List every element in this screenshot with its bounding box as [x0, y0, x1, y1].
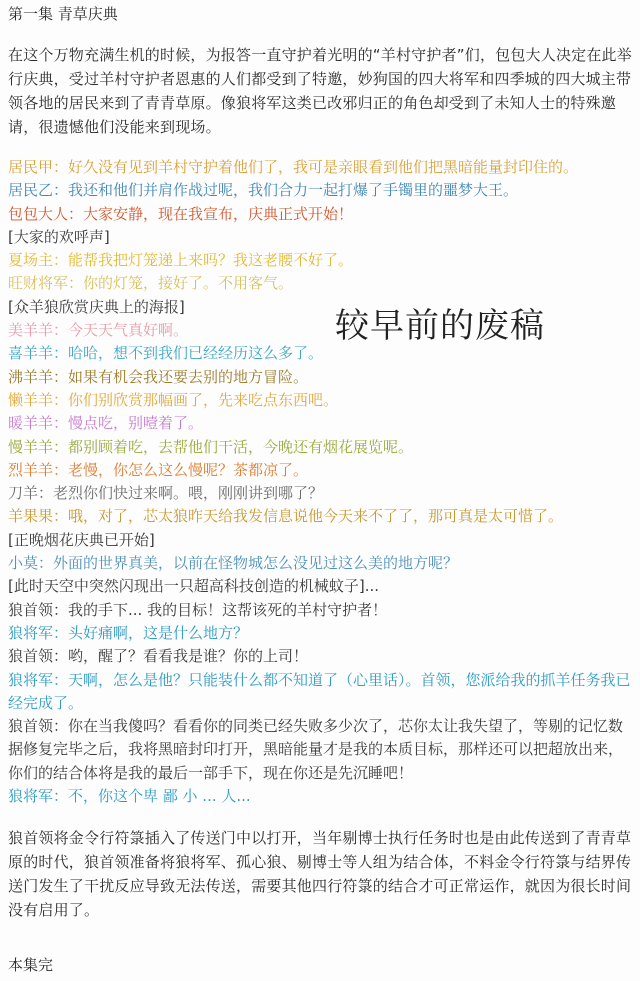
dialogue-line: [大家的欢呼声]	[8, 227, 110, 246]
dialogue-line: 狼将军：不，你这个卑 鄙 小 ... 人...	[8, 787, 251, 806]
dialogue-line: 喜羊羊：哈哈，想不到我们已经经历这么多了。	[8, 344, 324, 363]
dialogue-line: 狼首领：你在当我傻吗？看看你的同类已经失败多少次了，芯你太让我失望了，等剔的记忆数据修复完毕之后，我将黑暗封印打开，黑暗能量才是我的本质目标，那样还可以把超放出来，你们的结合体将是我的最后一部手下，现在你还是先沉睡吧！	[8, 717, 624, 782]
dialogue-line: 狼首领：我的手下... 我的目标！这帮该死的羊村守护者！	[8, 600, 388, 619]
episode-title: 第一集 青草庆典	[8, 5, 118, 23]
intro-paragraph: 在这个万物充满生机的时候，为报答一直守护着光明的“羊村守护者”们，包包大人决定在此举行庆典，受过羊村守护者恩惠的人们都受到了特邀，妙狗国的四大将军和四季城的四大城主带领各地的居民来到了青青草原。像狼将军这类已改邪归正的角色却受到了未知人士的特殊邀请，很遗憾他们没能来到现场。	[8, 46, 632, 136]
dialogue-line: [此时天空中突然闪现出一只超高科技创造的机械蚊子]...	[8, 577, 380, 596]
dialogue-line: 旺财将军：你的灯笼，接好了。不用客气。	[8, 274, 294, 293]
dialogue-line: 烈羊羊：老慢，你怎么这么慢呢？茶都凉了。	[8, 460, 309, 479]
dialogue-line: 狼将军：头好痛啊，这是什么地方？	[8, 623, 249, 642]
dialogue-line: 暖羊羊：慢点吃，别噎着了。	[8, 414, 204, 433]
dialogue-line: 居民乙：我还和他们并肩作战过呢，我们合力一起打爆了手镯里的噩梦大王。	[8, 181, 519, 200]
dialogue-line: 狼将军：天啊，怎么是他？只能装什么都不知道了（心里话）。首领，您派给我的抓羊任务我已经完成了。	[8, 670, 631, 712]
outro-paragraph: 狼首领将金令行符箓插入了传送门中以打开，当年剔博士执行任务时也是由此传送到了青青草原的时代，狼首领准备将狼将军、孤心狼、剔博士等人组为结合体，不料金令行符箓与结界传送门发生了干扰反应导致无法传送，需要其他四行符箓的结合才可正常运作，就因为很长时间没有启用了。	[8, 829, 632, 919]
dialogue-line: 羊果果：哦，对了，芯太狼昨天给我发信息说他今天来不了了，那可真是太可惜了。	[8, 507, 564, 526]
dialogue-line: 刀羊：老烈你们快过来啊。喂，刚刚讲到哪了？	[8, 484, 324, 503]
dialogue-line: 美羊羊：今天天气真好啊。	[8, 321, 189, 340]
dialogue-line: 懒羊羊：你们别欣赏那幅画了，先来吃点东西吧。	[8, 390, 339, 409]
overlay-note: 较早前的废稿	[335, 306, 545, 346]
dialogue-line: [众羊狼欣赏庆典上的海报]	[8, 297, 185, 316]
dialogue-line: [正晚烟花庆典已开始]	[8, 530, 155, 549]
dialogue-line: 沸羊羊：如果有机会我还要去别的地方冒险。	[8, 367, 309, 386]
dialogue-line: 小莫：外面的世界真美，以前在怪物城怎么没见过这么美的地方呢？	[8, 554, 459, 573]
dialogue-line: 夏场主：能帮我把灯笼递上来吗？我这老腰不好了。	[8, 251, 354, 270]
dialogue-line: 狼首领：哟，醒了？看看我是谁？你的上司！	[8, 647, 309, 666]
dialogue-block	[8, 156, 636, 808]
episode-end-label: 本集完	[8, 956, 54, 974]
dialogue-line: 居民甲：好久没有见到羊村守护着他们了，我可是亲眼看到他们把黑暗能量封印住的。	[8, 158, 579, 176]
dialogue-line: 慢羊羊：都别顾着吃，去帮他们干活，今晚还有烟花展览呢。	[8, 437, 414, 456]
dialogue-line: 包包大人：大家安静，现在我宣布，庆典正式开始！	[8, 204, 354, 223]
